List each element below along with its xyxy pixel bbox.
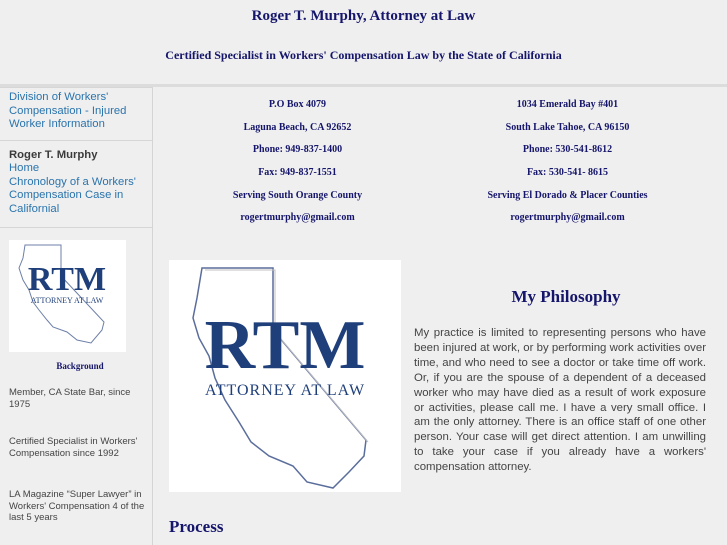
office-address-line2: Laguna Beach, CA 92652 <box>243 121 352 133</box>
office-email: rogertmurphy@gmail.com <box>510 212 625 224</box>
office-fax: Fax: 949-837-1551 <box>258 167 337 179</box>
sidebar-link-home[interactable]: Home <box>9 162 40 174</box>
office-serving-area: Serving El Dorado & Placer Counties <box>487 189 648 201</box>
office-laguna-beach <box>170 97 425 233</box>
process-heading: Process <box>169 517 224 536</box>
california-outline-icon <box>9 240 126 352</box>
fact-super-lawyer: LA Magazine “Super Lawyer” in Workers' Compensation 4 of the last 5 years <box>9 489 145 523</box>
main-logo <box>169 260 401 492</box>
fact-state-bar: Member, CA State Bar, since 1975 <box>9 387 131 410</box>
sidebar-link-chronology[interactable]: Chronology of a Workers' Compensation Case in Californial <box>9 175 136 215</box>
office-phone: Phone: 530-541-8612 <box>522 144 613 156</box>
svg-text:ATTORNEY AT LAW: ATTORNEY AT LAW <box>30 296 104 305</box>
sidebar-section-heading: Roger T. Murphy <box>9 149 98 161</box>
office-email: rogertmurphy@gmail.com <box>240 212 355 224</box>
site-title: Roger T. Murphy, Attorney at Law <box>251 8 476 24</box>
office-address-line1: 1034 Emerald Bay #401 <box>516 99 619 110</box>
background-title: Background <box>56 361 104 371</box>
site-header <box>0 0 727 84</box>
fact-certified-specialist: Certified Specialist in Workers' Compensation since 1992 <box>9 436 138 459</box>
sidebar-nav <box>0 141 152 227</box>
philosophy-heading: My Philosophy <box>511 287 621 306</box>
svg-text:RTM: RTM <box>204 307 366 384</box>
office-fax: Fax: 530-541- 8615 <box>526 167 609 179</box>
sidebar-logo <box>9 240 126 352</box>
california-outline-icon <box>169 260 401 492</box>
philosophy-text: My practice is limited to representing persons who have been injured at work, or by performing work activities over time, and who need to see a doctor or take time off work. Or, if you are the spouse of a dependent of a deceased worker who may have died as a result of work exposure or activities, please call me. I have a very small office. I am the only attorney. There is an office staff of one other person. Your case will get direct attention. I am unwilling to take your case if you already have a workers' compensation attorney. <box>414 327 706 474</box>
office-serving-area: Serving South Orange County <box>232 189 363 201</box>
sidebar-divider <box>0 227 153 228</box>
office-phone: Phone: 949-837-1400 <box>252 144 343 156</box>
sidebar <box>0 87 153 545</box>
site-subtitle: Certified Specialist in Workers' Compensation Law by the State of California <box>165 48 562 62</box>
svg-text:ATTORNEY AT LAW: ATTORNEY AT LAW <box>204 382 366 399</box>
office-south-lake-tahoe <box>440 97 695 233</box>
svg-text:RTM: RTM <box>27 261 107 298</box>
sidebar-link-dwc-injured-worker-info[interactable]: Division of Workers' Compensation - Injured Worker Information <box>9 91 127 130</box>
sidebar-external-links <box>0 88 152 140</box>
office-address-line2: South Lake Tahoe, CA 96150 <box>505 121 630 133</box>
office-address-line1: P.O Box 4079 <box>268 99 327 110</box>
